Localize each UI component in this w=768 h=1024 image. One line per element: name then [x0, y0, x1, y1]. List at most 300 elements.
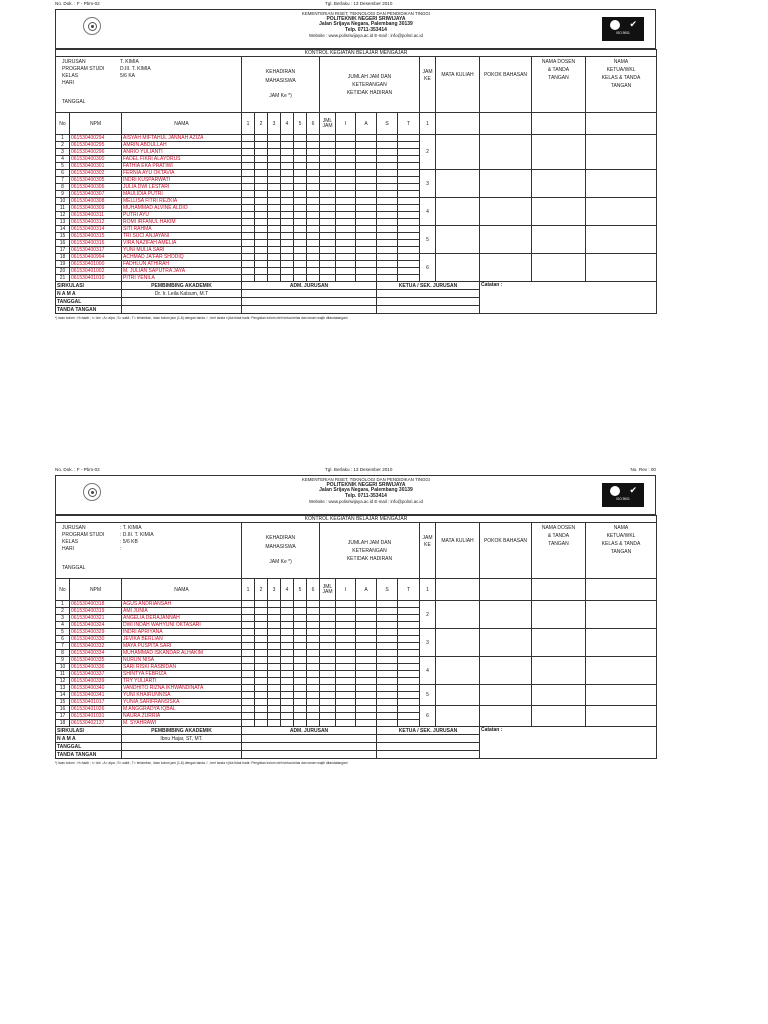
ketua-date-cell[interactable]: [377, 743, 480, 751]
attendance-check-cell[interactable]: [242, 184, 255, 191]
absence-count-cell[interactable]: [356, 163, 377, 170]
attendance-check-cell[interactable]: [281, 678, 294, 685]
absence-count-cell[interactable]: [320, 601, 336, 608]
absence-count-cell[interactable]: [398, 135, 420, 142]
absence-count-cell[interactable]: [398, 149, 420, 156]
attendance-check-cell[interactable]: [281, 601, 294, 608]
attendance-check-cell[interactable]: [281, 254, 294, 261]
absence-count-cell[interactable]: [336, 135, 356, 142]
attendance-check-cell[interactable]: [255, 713, 268, 720]
attendance-check-cell[interactable]: [255, 149, 268, 156]
absence-count-cell[interactable]: [398, 664, 420, 671]
attendance-check-cell[interactable]: [242, 671, 255, 678]
attendance-check-cell[interactable]: [294, 177, 307, 184]
absence-count-cell[interactable]: [398, 601, 420, 608]
absence-count-cell[interactable]: [356, 212, 377, 219]
ketua-name-cell[interactable]: [377, 735, 480, 743]
attendance-check-cell[interactable]: [307, 650, 320, 657]
absence-count-cell[interactable]: [356, 692, 377, 699]
attendance-check-cell[interactable]: [294, 254, 307, 261]
ketua-signature-cell[interactable]: [586, 226, 657, 254]
absence-count-cell[interactable]: [320, 268, 336, 275]
absence-count-cell[interactable]: [320, 706, 336, 713]
attendance-check-cell[interactable]: [281, 177, 294, 184]
attendance-check-cell[interactable]: [281, 135, 294, 142]
catatan-field[interactable]: Catatan :: [480, 282, 657, 314]
absence-count-cell[interactable]: [320, 678, 336, 685]
attendance-check-cell[interactable]: [307, 699, 320, 706]
attendance-check-cell[interactable]: [294, 699, 307, 706]
absence-count-cell[interactable]: [336, 170, 356, 177]
attendance-check-cell[interactable]: [268, 608, 281, 615]
dosen-signature-cell[interactable]: [532, 113, 586, 135]
catatan-field[interactable]: Catatan :: [480, 727, 657, 759]
attendance-check-cell[interactable]: [268, 254, 281, 261]
attendance-check-cell[interactable]: [242, 240, 255, 247]
attendance-check-cell[interactable]: [242, 664, 255, 671]
attendance-check-cell[interactable]: [307, 275, 320, 282]
attendance-check-cell[interactable]: [294, 205, 307, 212]
attendance-check-cell[interactable]: [294, 212, 307, 219]
absence-count-cell[interactable]: [336, 205, 356, 212]
absence-count-cell[interactable]: [336, 678, 356, 685]
attendance-check-cell[interactable]: [242, 226, 255, 233]
attendance-check-cell[interactable]: [294, 135, 307, 142]
attendance-check-cell[interactable]: [307, 261, 320, 268]
attendance-check-cell[interactable]: [281, 212, 294, 219]
pokok-bahasan-cell[interactable]: [480, 629, 532, 657]
absence-count-cell[interactable]: [398, 198, 420, 205]
attendance-check-cell[interactable]: [294, 601, 307, 608]
absence-count-cell[interactable]: [320, 636, 336, 643]
attendance-check-cell[interactable]: [307, 156, 320, 163]
absence-count-cell[interactable]: [356, 142, 377, 149]
absence-count-cell[interactable]: [377, 713, 398, 720]
dosen-signature-cell[interactable]: [532, 685, 586, 706]
absence-count-cell[interactable]: [398, 254, 420, 261]
mata-kuliah-cell[interactable]: [436, 685, 480, 706]
absence-count-cell[interactable]: [336, 149, 356, 156]
pembimbing-date-cell[interactable]: [122, 743, 242, 751]
attendance-check-cell[interactable]: [268, 664, 281, 671]
attendance-check-cell[interactable]: [255, 601, 268, 608]
absence-count-cell[interactable]: [377, 163, 398, 170]
absence-count-cell[interactable]: [356, 699, 377, 706]
absence-count-cell[interactable]: [377, 191, 398, 198]
absence-count-cell[interactable]: [320, 219, 336, 226]
attendance-check-cell[interactable]: [268, 601, 281, 608]
mata-kuliah-cell[interactable]: [436, 226, 480, 254]
absence-count-cell[interactable]: [356, 601, 377, 608]
absence-count-cell[interactable]: [320, 685, 336, 692]
absence-count-cell[interactable]: [336, 671, 356, 678]
attendance-check-cell[interactable]: [242, 608, 255, 615]
attendance-check-cell[interactable]: [242, 601, 255, 608]
attendance-check-cell[interactable]: [281, 268, 294, 275]
attendance-check-cell[interactable]: [281, 149, 294, 156]
attendance-check-cell[interactable]: [281, 205, 294, 212]
absence-count-cell[interactable]: [398, 177, 420, 184]
attendance-check-cell[interactable]: [255, 629, 268, 636]
absence-count-cell[interactable]: [356, 713, 377, 720]
attendance-check-cell[interactable]: [307, 622, 320, 629]
pembimbing-date-cell[interactable]: [122, 298, 242, 306]
absence-count-cell[interactable]: [320, 156, 336, 163]
attendance-check-cell[interactable]: [281, 622, 294, 629]
attendance-check-cell[interactable]: [255, 699, 268, 706]
attendance-check-cell[interactable]: [268, 191, 281, 198]
attendance-check-cell[interactable]: [281, 184, 294, 191]
attendance-check-cell[interactable]: [242, 268, 255, 275]
attendance-check-cell[interactable]: [294, 184, 307, 191]
absence-count-cell[interactable]: [320, 233, 336, 240]
mata-kuliah-cell[interactable]: [436, 629, 480, 657]
attendance-check-cell[interactable]: [255, 163, 268, 170]
absence-count-cell[interactable]: [398, 685, 420, 692]
absence-count-cell[interactable]: [336, 713, 356, 720]
absence-count-cell[interactable]: [377, 706, 398, 713]
absence-count-cell[interactable]: [398, 226, 420, 233]
attendance-check-cell[interactable]: [255, 720, 268, 727]
absence-count-cell[interactable]: [356, 226, 377, 233]
absence-count-cell[interactable]: [398, 142, 420, 149]
pembimbing-sign-cell[interactable]: [122, 306, 242, 314]
attendance-check-cell[interactable]: [281, 713, 294, 720]
absence-count-cell[interactable]: [377, 650, 398, 657]
attendance-check-cell[interactable]: [242, 692, 255, 699]
absence-count-cell[interactable]: [398, 233, 420, 240]
ketua-sign-cell[interactable]: [377, 306, 480, 314]
dosen-signature-cell[interactable]: [532, 135, 586, 170]
adm-sign-cell[interactable]: [242, 306, 377, 314]
absence-count-cell[interactable]: [336, 212, 356, 219]
absence-count-cell[interactable]: [356, 156, 377, 163]
absence-count-cell[interactable]: [336, 601, 356, 608]
pokok-bahasan-cell[interactable]: [480, 579, 532, 601]
mata-kuliah-cell[interactable]: [436, 657, 480, 685]
absence-count-cell[interactable]: [398, 240, 420, 247]
absence-count-cell[interactable]: [356, 205, 377, 212]
attendance-check-cell[interactable]: [281, 636, 294, 643]
absence-count-cell[interactable]: [398, 205, 420, 212]
attendance-check-cell[interactable]: [255, 636, 268, 643]
attendance-check-cell[interactable]: [268, 720, 281, 727]
attendance-check-cell[interactable]: [294, 622, 307, 629]
attendance-check-cell[interactable]: [255, 233, 268, 240]
attendance-check-cell[interactable]: [255, 156, 268, 163]
attendance-check-cell[interactable]: [307, 135, 320, 142]
attendance-check-cell[interactable]: [281, 706, 294, 713]
absence-count-cell[interactable]: [356, 720, 377, 727]
absence-count-cell[interactable]: [336, 657, 356, 664]
attendance-check-cell[interactable]: [294, 261, 307, 268]
attendance-check-cell[interactable]: [281, 198, 294, 205]
ketua-signature-cell[interactable]: [586, 706, 657, 727]
attendance-check-cell[interactable]: [268, 226, 281, 233]
absence-count-cell[interactable]: [320, 622, 336, 629]
absence-count-cell[interactable]: [336, 664, 356, 671]
ketua-signature-cell[interactable]: [586, 170, 657, 198]
attendance-check-cell[interactable]: [307, 629, 320, 636]
attendance-check-cell[interactable]: [281, 692, 294, 699]
attendance-check-cell[interactable]: [294, 636, 307, 643]
pokok-bahasan-cell[interactable]: [480, 170, 532, 198]
absence-count-cell[interactable]: [336, 233, 356, 240]
absence-count-cell[interactable]: [320, 198, 336, 205]
attendance-check-cell[interactable]: [255, 692, 268, 699]
dosen-signature-cell[interactable]: [532, 170, 586, 198]
attendance-check-cell[interactable]: [255, 664, 268, 671]
mata-kuliah-cell[interactable]: [436, 170, 480, 198]
ketua-signature-cell[interactable]: [586, 113, 657, 135]
attendance-check-cell[interactable]: [307, 247, 320, 254]
absence-count-cell[interactable]: [320, 615, 336, 622]
attendance-check-cell[interactable]: [268, 629, 281, 636]
absence-count-cell[interactable]: [320, 142, 336, 149]
attendance-check-cell[interactable]: [281, 261, 294, 268]
attendance-check-cell[interactable]: [268, 650, 281, 657]
adm-date-cell[interactable]: [242, 298, 377, 306]
attendance-check-cell[interactable]: [294, 240, 307, 247]
attendance-check-cell[interactable]: [281, 191, 294, 198]
attendance-check-cell[interactable]: [268, 198, 281, 205]
absence-count-cell[interactable]: [320, 261, 336, 268]
attendance-check-cell[interactable]: [242, 233, 255, 240]
absence-count-cell[interactable]: [356, 706, 377, 713]
absence-count-cell[interactable]: [356, 671, 377, 678]
absence-count-cell[interactable]: [336, 184, 356, 191]
absence-count-cell[interactable]: [398, 219, 420, 226]
dosen-signature-cell[interactable]: [532, 198, 586, 226]
attendance-check-cell[interactable]: [242, 191, 255, 198]
absence-count-cell[interactable]: [377, 261, 398, 268]
attendance-check-cell[interactable]: [281, 233, 294, 240]
attendance-check-cell[interactable]: [242, 699, 255, 706]
attendance-check-cell[interactable]: [255, 275, 268, 282]
attendance-check-cell[interactable]: [242, 636, 255, 643]
absence-count-cell[interactable]: [398, 657, 420, 664]
absence-count-cell[interactable]: [336, 226, 356, 233]
absence-count-cell[interactable]: [356, 254, 377, 261]
absence-count-cell[interactable]: [336, 615, 356, 622]
absence-count-cell[interactable]: [336, 261, 356, 268]
absence-count-cell[interactable]: [398, 184, 420, 191]
absence-count-cell[interactable]: [356, 149, 377, 156]
absence-count-cell[interactable]: [336, 163, 356, 170]
absence-count-cell[interactable]: [320, 191, 336, 198]
attendance-check-cell[interactable]: [268, 268, 281, 275]
absence-count-cell[interactable]: [320, 692, 336, 699]
attendance-check-cell[interactable]: [307, 198, 320, 205]
absence-count-cell[interactable]: [377, 254, 398, 261]
attendance-check-cell[interactable]: [242, 247, 255, 254]
attendance-check-cell[interactable]: [307, 142, 320, 149]
attendance-check-cell[interactable]: [255, 685, 268, 692]
attendance-check-cell[interactable]: [294, 275, 307, 282]
absence-count-cell[interactable]: [377, 699, 398, 706]
absence-count-cell[interactable]: [320, 177, 336, 184]
absence-count-cell[interactable]: [398, 636, 420, 643]
attendance-check-cell[interactable]: [242, 156, 255, 163]
attendance-check-cell[interactable]: [281, 156, 294, 163]
attendance-check-cell[interactable]: [242, 142, 255, 149]
attendance-check-cell[interactable]: [281, 226, 294, 233]
absence-count-cell[interactable]: [336, 629, 356, 636]
absence-count-cell[interactable]: [377, 636, 398, 643]
attendance-check-cell[interactable]: [281, 657, 294, 664]
attendance-check-cell[interactable]: [307, 678, 320, 685]
dosen-signature-cell[interactable]: [532, 254, 586, 282]
attendance-check-cell[interactable]: [307, 219, 320, 226]
absence-count-cell[interactable]: [320, 254, 336, 261]
attendance-check-cell[interactable]: [281, 608, 294, 615]
absence-count-cell[interactable]: [356, 650, 377, 657]
absence-count-cell[interactable]: [377, 184, 398, 191]
attendance-check-cell[interactable]: [255, 650, 268, 657]
absence-count-cell[interactable]: [398, 261, 420, 268]
absence-count-cell[interactable]: [398, 629, 420, 636]
attendance-check-cell[interactable]: [294, 685, 307, 692]
absence-count-cell[interactable]: [377, 275, 398, 282]
attendance-check-cell[interactable]: [281, 650, 294, 657]
ketua-signature-cell[interactable]: [586, 657, 657, 685]
attendance-check-cell[interactable]: [255, 198, 268, 205]
absence-count-cell[interactable]: [336, 247, 356, 254]
attendance-check-cell[interactable]: [281, 170, 294, 177]
absence-count-cell[interactable]: [398, 706, 420, 713]
attendance-check-cell[interactable]: [242, 713, 255, 720]
absence-count-cell[interactable]: [356, 664, 377, 671]
absence-count-cell[interactable]: [336, 650, 356, 657]
ketua-name-cell[interactable]: [377, 290, 480, 298]
absence-count-cell[interactable]: [398, 247, 420, 254]
adm-name-cell[interactable]: [242, 735, 377, 743]
absence-count-cell[interactable]: [336, 699, 356, 706]
attendance-check-cell[interactable]: [281, 643, 294, 650]
absence-count-cell[interactable]: [356, 657, 377, 664]
attendance-check-cell[interactable]: [242, 275, 255, 282]
absence-count-cell[interactable]: [320, 184, 336, 191]
attendance-check-cell[interactable]: [294, 615, 307, 622]
absence-count-cell[interactable]: [377, 678, 398, 685]
attendance-check-cell[interactable]: [255, 247, 268, 254]
attendance-check-cell[interactable]: [268, 219, 281, 226]
absence-count-cell[interactable]: [336, 191, 356, 198]
attendance-check-cell[interactable]: [281, 163, 294, 170]
absence-count-cell[interactable]: [398, 275, 420, 282]
attendance-check-cell[interactable]: [268, 685, 281, 692]
attendance-check-cell[interactable]: [307, 720, 320, 727]
absence-count-cell[interactable]: [320, 629, 336, 636]
absence-count-cell[interactable]: [398, 608, 420, 615]
attendance-check-cell[interactable]: [294, 650, 307, 657]
absence-count-cell[interactable]: [356, 615, 377, 622]
attendance-check-cell[interactable]: [242, 135, 255, 142]
absence-count-cell[interactable]: [320, 643, 336, 650]
absence-count-cell[interactable]: [356, 636, 377, 643]
absence-count-cell[interactable]: [377, 219, 398, 226]
attendance-check-cell[interactable]: [281, 615, 294, 622]
attendance-check-cell[interactable]: [268, 275, 281, 282]
attendance-check-cell[interactable]: [294, 643, 307, 650]
attendance-check-cell[interactable]: [255, 671, 268, 678]
absence-count-cell[interactable]: [336, 268, 356, 275]
absence-count-cell[interactable]: [377, 608, 398, 615]
attendance-check-cell[interactable]: [255, 226, 268, 233]
attendance-check-cell[interactable]: [307, 643, 320, 650]
absence-count-cell[interactable]: [336, 177, 356, 184]
absence-count-cell[interactable]: [356, 247, 377, 254]
absence-count-cell[interactable]: [377, 268, 398, 275]
attendance-check-cell[interactable]: [294, 608, 307, 615]
attendance-check-cell[interactable]: [281, 664, 294, 671]
attendance-check-cell[interactable]: [268, 233, 281, 240]
attendance-check-cell[interactable]: [268, 142, 281, 149]
absence-count-cell[interactable]: [398, 212, 420, 219]
attendance-check-cell[interactable]: [307, 254, 320, 261]
mata-kuliah-cell[interactable]: [436, 135, 480, 170]
absence-count-cell[interactable]: [336, 685, 356, 692]
attendance-check-cell[interactable]: [268, 247, 281, 254]
attendance-check-cell[interactable]: [268, 657, 281, 664]
absence-count-cell[interactable]: [356, 135, 377, 142]
absence-count-cell[interactable]: [336, 706, 356, 713]
absence-count-cell[interactable]: [398, 268, 420, 275]
absence-count-cell[interactable]: [377, 615, 398, 622]
mata-kuliah-cell[interactable]: [436, 579, 480, 601]
attendance-check-cell[interactable]: [294, 268, 307, 275]
absence-count-cell[interactable]: [356, 198, 377, 205]
attendance-check-cell[interactable]: [242, 205, 255, 212]
attendance-check-cell[interactable]: [281, 219, 294, 226]
absence-count-cell[interactable]: [377, 240, 398, 247]
absence-count-cell[interactable]: [377, 142, 398, 149]
attendance-check-cell[interactable]: [294, 191, 307, 198]
attendance-check-cell[interactable]: [307, 177, 320, 184]
attendance-check-cell[interactable]: [307, 170, 320, 177]
attendance-check-cell[interactable]: [307, 713, 320, 720]
mata-kuliah-cell[interactable]: [436, 601, 480, 629]
attendance-check-cell[interactable]: [268, 706, 281, 713]
absence-count-cell[interactable]: [377, 601, 398, 608]
attendance-check-cell[interactable]: [268, 671, 281, 678]
absence-count-cell[interactable]: [356, 678, 377, 685]
attendance-check-cell[interactable]: [255, 622, 268, 629]
absence-count-cell[interactable]: [356, 184, 377, 191]
pokok-bahasan-cell[interactable]: [480, 113, 532, 135]
attendance-check-cell[interactable]: [307, 184, 320, 191]
attendance-check-cell[interactable]: [307, 671, 320, 678]
absence-count-cell[interactable]: [320, 664, 336, 671]
attendance-check-cell[interactable]: [307, 608, 320, 615]
absence-count-cell[interactable]: [356, 685, 377, 692]
attendance-check-cell[interactable]: [307, 268, 320, 275]
attendance-check-cell[interactable]: [294, 219, 307, 226]
attendance-check-cell[interactable]: [294, 163, 307, 170]
pokok-bahasan-cell[interactable]: [480, 657, 532, 685]
absence-count-cell[interactable]: [377, 657, 398, 664]
attendance-check-cell[interactable]: [255, 205, 268, 212]
absence-count-cell[interactable]: [320, 149, 336, 156]
absence-count-cell[interactable]: [356, 622, 377, 629]
attendance-check-cell[interactable]: [268, 135, 281, 142]
absence-count-cell[interactable]: [398, 699, 420, 706]
attendance-check-cell[interactable]: [307, 692, 320, 699]
attendance-check-cell[interactable]: [268, 184, 281, 191]
pokok-bahasan-cell[interactable]: [480, 226, 532, 254]
absence-count-cell[interactable]: [336, 720, 356, 727]
ketua-signature-cell[interactable]: [586, 685, 657, 706]
